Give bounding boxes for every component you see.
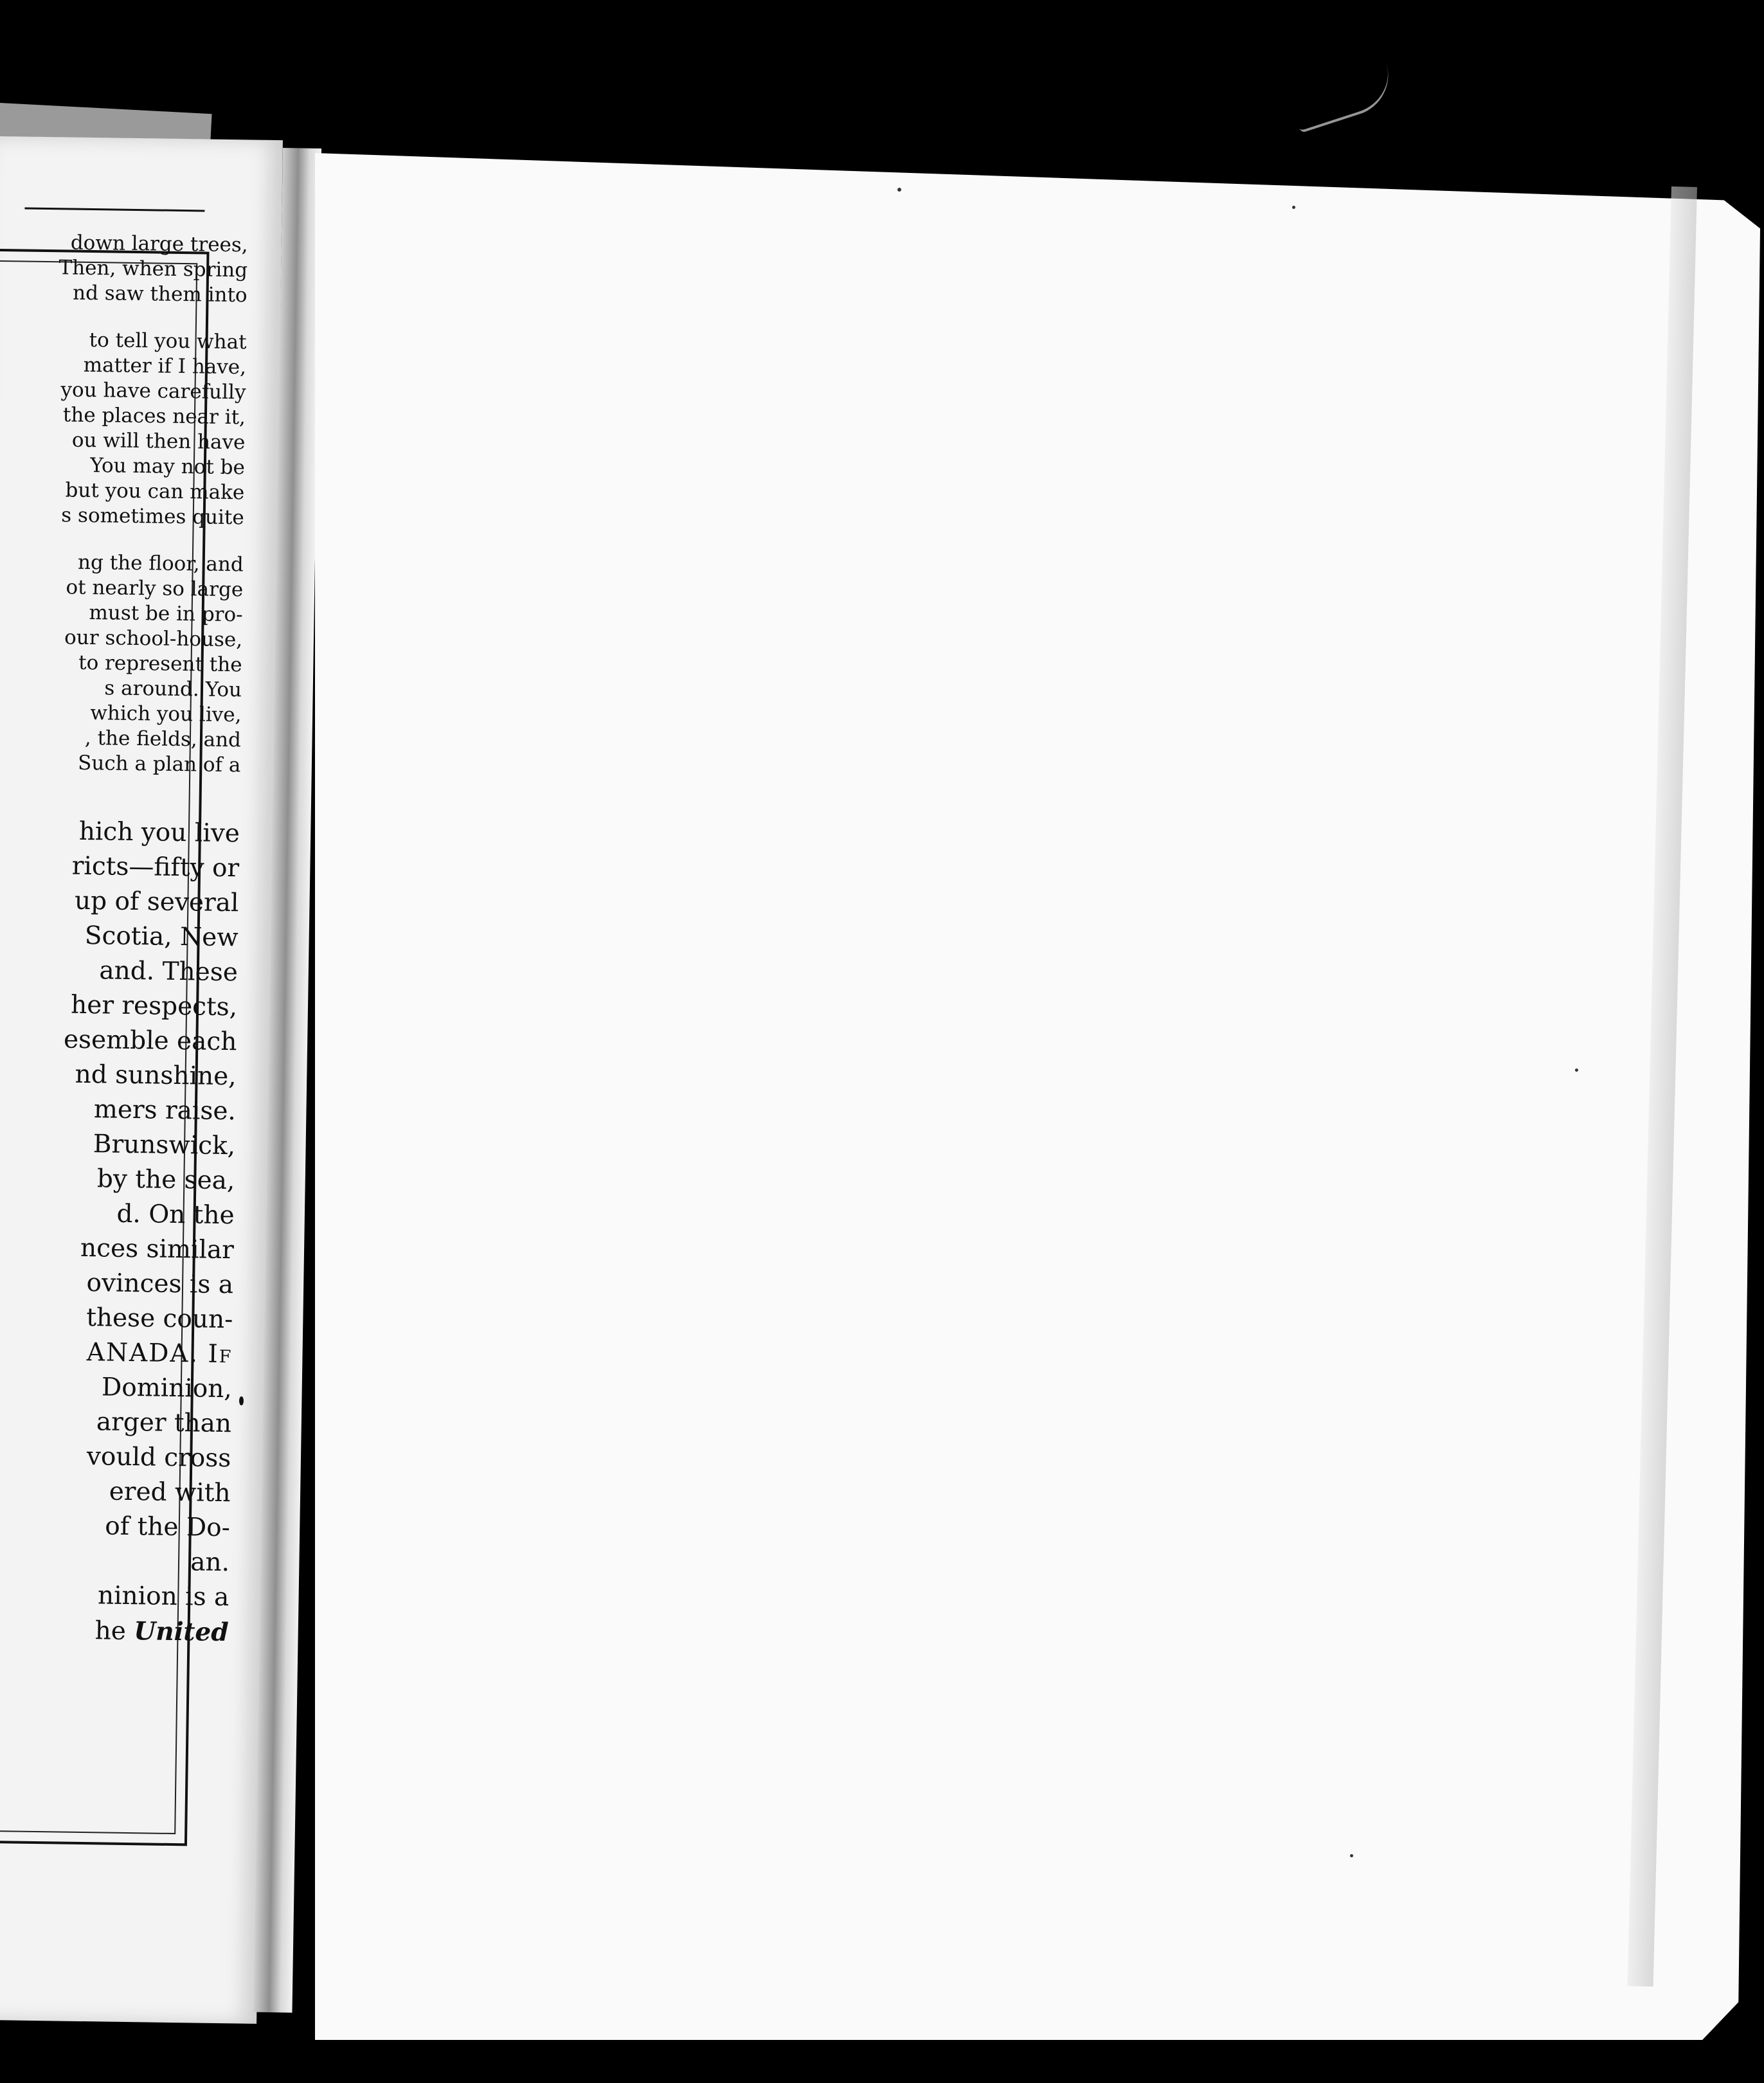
text-line: nces similar (80, 1233, 235, 1265)
text-line: arger than (96, 1407, 232, 1439)
text-line: ninion is a (97, 1581, 230, 1612)
text-line: esemble each (63, 1025, 237, 1057)
text-line: down large trees, (70, 231, 248, 257)
text-line: Such a plan of a (77, 751, 241, 777)
speck (1575, 1069, 1578, 1072)
text-line: matter if I have, (83, 353, 247, 379)
italic-word: United (133, 1616, 229, 1648)
text-line: an. (190, 1547, 230, 1578)
text-line: must be in pro- (89, 601, 243, 627)
text-line: by the sea, (96, 1164, 235, 1196)
text-line: s sometimes quite (61, 503, 245, 530)
text-line: nd sunshine, (75, 1060, 237, 1092)
text-line: ricts—fifty or (71, 851, 240, 883)
text-line: mers raise. (93, 1095, 237, 1126)
text-line: our school-house, (64, 626, 243, 652)
text-line: to represent the (78, 651, 242, 677)
left-page (0, 136, 283, 2024)
text-line: her respects, (70, 990, 238, 1022)
text-line: these coun- (86, 1303, 233, 1335)
text-line (0, 1611, 229, 1650)
text-line: ou will then have (71, 428, 246, 455)
text-line: d. On the (116, 1199, 235, 1231)
speck (1350, 1854, 1353, 1857)
text-line: ered with (109, 1477, 231, 1508)
right-page-blank (315, 153, 1760, 2040)
text-line: Scotia, New (84, 921, 239, 953)
speck (1292, 206, 1295, 209)
text-line: but you can make (65, 478, 245, 505)
text-line: Dominion, (101, 1373, 233, 1404)
text-line: ANADA. If (86, 1338, 233, 1369)
text-line: ot nearly so large (66, 575, 244, 602)
text-line: of the Do- (105, 1511, 231, 1543)
header-rule (24, 208, 204, 212)
scanner-scratch (1288, 62, 1399, 133)
speck (897, 188, 901, 192)
left-page-text (0, 229, 248, 1650)
text-line: Brunswick, (93, 1130, 236, 1161)
text-line: hich you live (78, 816, 240, 849)
text-line: and. These (99, 956, 239, 987)
text-line: You may not be (89, 454, 246, 480)
text-line: to tell you what (89, 328, 247, 354)
text-line: ovinces is a (86, 1268, 234, 1300)
text-line: vould cross (86, 1442, 231, 1474)
text-line: , the fields, and (84, 726, 242, 752)
text-line: you have carefully (60, 378, 246, 404)
text-line: ng the floor, and (77, 550, 244, 577)
text-line: s around. You (104, 676, 242, 702)
speck (239, 1396, 244, 1405)
text-line: up of several (74, 886, 239, 918)
text-line-prefix: he (94, 1616, 134, 1646)
text-line: the places near it, (62, 403, 246, 429)
text-line: nd saw them into (72, 281, 248, 307)
text-line: which you live, (90, 701, 242, 727)
text-line: Then, when spring (59, 256, 248, 282)
